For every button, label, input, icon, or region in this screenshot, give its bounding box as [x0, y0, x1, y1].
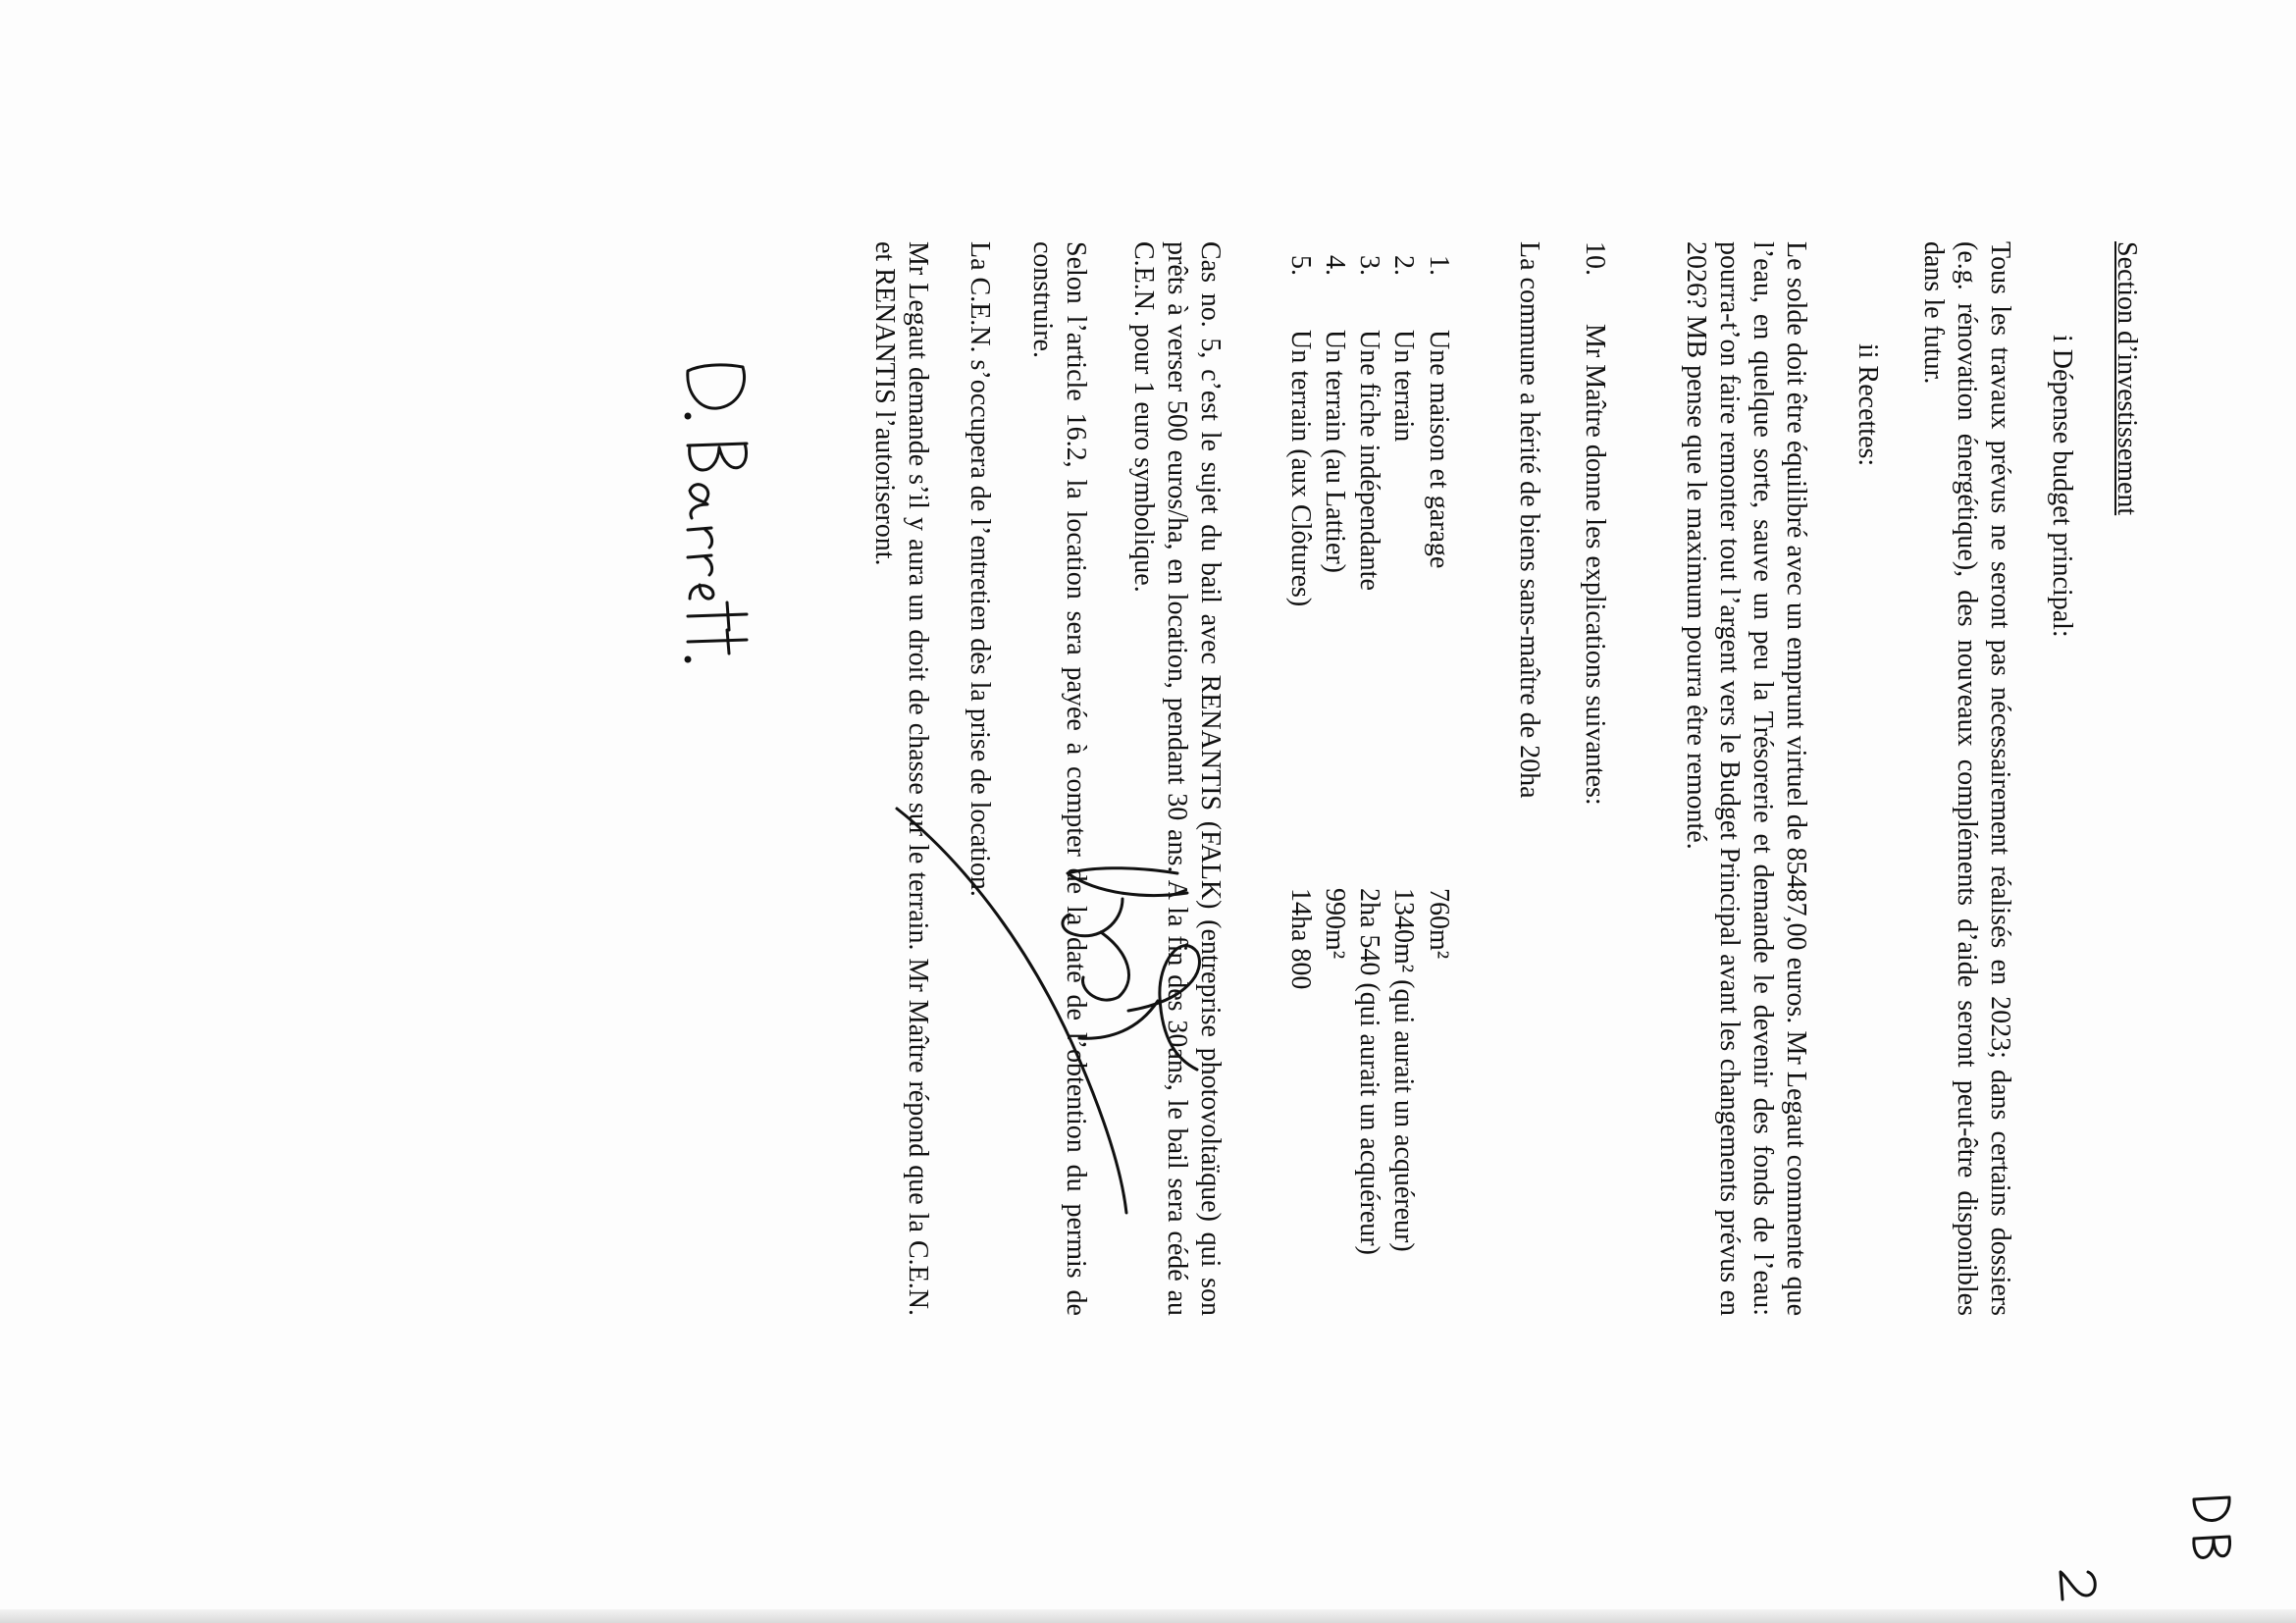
- list-item-number: 5.: [1285, 255, 1316, 276]
- list-item-number: 4.: [1320, 255, 1350, 276]
- list-item-value: 2ha 540 (qui aurait un acquéreur): [1354, 888, 1384, 1255]
- list-item-value: 990m²: [1320, 888, 1350, 960]
- subheading-depense: i Dépense budget principal:: [2047, 335, 2077, 638]
- initials-db: [2188, 1492, 2237, 1570]
- list-item-value: 760m²: [1424, 888, 1454, 960]
- list-item-label: Une maison et garage: [1424, 330, 1454, 569]
- list-item-number: 3.: [1354, 255, 1384, 276]
- section-title: Section d’investissement: [2112, 241, 2142, 516]
- paragraph-legaut: Mr Legaut demande s’il y aura un droit de chasse sur le terrain. Mr Maître répond que la C.E.N. et RENANTIS l’autoriseront.: [869, 241, 933, 1316]
- list-item-number: 2.: [1388, 255, 1419, 276]
- paragraph-article: Selon l’article 16.2, la location sera payée à compter de la date de l’obtention du permis de construire.: [1027, 241, 1091, 1316]
- list-item-value: 14ha 800: [1285, 888, 1316, 990]
- scan-edge-shadow: [0, 1609, 2296, 1623]
- list-item-label: Une fiche indépendante: [1354, 330, 1384, 591]
- paragraph-cen: La C.E.N. s’occupera de l’entretien dès la prise de location.: [965, 241, 995, 897]
- paragraph-solde: Le solde doit être équilibré avec un emprunt virtuel de 85487,00 euros. Mr Legaut commente que l’eau, en quelque sorte, sauve un peu la Trésorerie et demande le devenir des fonds de l’eau: pourra-t’on faire remonter tout l’argent vers le Budget Principal avant les changements prévus en 2026? MB pense que le maximum pourra être remonté.: [1681, 241, 1811, 1316]
- item-10-number: 10.: [1580, 241, 1610, 276]
- subheading-recettes: ii Recettes:: [1852, 343, 1883, 467]
- paragraph-commune: La commune a hérité de biens sans-maître de 20ha: [1514, 241, 1544, 799]
- page-number-handwritten: [2057, 1566, 2100, 1605]
- list-item-label: Un terrain (au Lattier): [1320, 330, 1350, 573]
- paragraph-cas-5: Cas no. 5, c’est le sujet du bail avec RENANTIS (FALK) (entreprise photovoltaïque) qui son prêts à verser 500 euros/ha, en location, pendant 30 ans. A la fin des 30ans, le bail sera cédé au C.E.N. pour 1 euro symbolique.: [1128, 241, 1226, 1316]
- list-item-label: Un terrain (aux Clôtures): [1285, 330, 1316, 607]
- signature-second: [893, 805, 1217, 1217]
- item-10-text: Mr Maître donne les explications suivantes:: [1580, 324, 1610, 806]
- list-item-label: Un terrain: [1388, 330, 1419, 443]
- signature-barrett: [672, 353, 760, 667]
- list-item-value: 1340m² (qui aurait un acquéreur): [1388, 888, 1419, 1252]
- paragraph-travaux: Tous les travaux prévus ne seront pas nécessairement réalisés en 2023; dans certains dossiers (e.g. rénovation énergétique), des nouveaux compléments d’aide seront peut-être disponibles dans le futur.: [1918, 241, 2015, 1316]
- list-item-number: 1.: [1424, 255, 1454, 276]
